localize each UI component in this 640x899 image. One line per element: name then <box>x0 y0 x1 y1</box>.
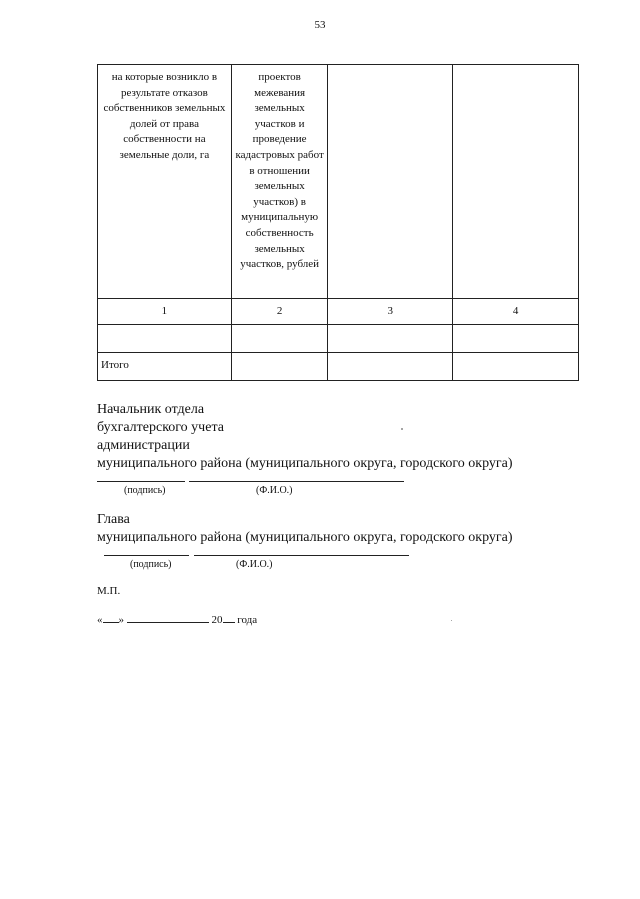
signature-title-line: муниципального района (муниципального округа, городского округа) <box>97 456 513 471</box>
year-prefix: 20 <box>211 614 223 626</box>
total-cell <box>453 353 579 381</box>
table-cell <box>231 325 328 353</box>
table-cell <box>453 325 579 353</box>
year-suffix: года <box>237 614 258 626</box>
table-row <box>98 325 579 353</box>
table-cell <box>98 325 232 353</box>
page-number: 53 <box>314 19 326 31</box>
date-line <box>97 612 257 626</box>
table-header-row <box>98 65 579 299</box>
column-number-4: 4 <box>453 299 579 325</box>
table-cell <box>328 325 453 353</box>
scan-speck <box>401 428 403 430</box>
total-label: Итого <box>98 353 232 381</box>
signature-title-line: администрации <box>97 438 190 453</box>
signature-title-line: муниципального района (муниципального округа, городского округа) <box>97 530 513 545</box>
header-cell-1: на которые возникло в результате отказов собственников земельных долей от права собственности на земельные доли, га <box>98 65 232 299</box>
total-row <box>98 353 579 381</box>
signature-block-accounting <box>97 401 513 473</box>
scan-speck <box>451 620 452 621</box>
open-quote: « <box>97 614 103 626</box>
signature-block-head <box>97 511 513 547</box>
name-line <box>194 555 409 556</box>
header-cell-2: проектов межевания земельных участков и проведение кадастровых работ в отношении земельных участков) в муниципальную собственность земельных участков, рублей <box>231 65 328 299</box>
total-cell <box>231 353 328 381</box>
signature-title-line: Начальник отдела <box>97 402 205 417</box>
day-blank <box>103 612 119 623</box>
name-line <box>189 481 404 482</box>
column-number-2: 2 <box>231 299 328 325</box>
signature-line <box>97 481 185 482</box>
name-caption: (Ф.И.О.) <box>236 559 273 570</box>
signature-line <box>104 555 189 556</box>
signature-title-line: Глава <box>97 512 130 527</box>
column-number-1: 1 <box>98 299 232 325</box>
column-number-3: 3 <box>328 299 453 325</box>
signature-title-line: бухгалтерского учета <box>97 420 224 435</box>
total-cell <box>328 353 453 381</box>
signature-caption: (подпись) <box>124 485 166 496</box>
name-caption: (Ф.И.О.) <box>256 485 293 496</box>
data-table <box>97 64 579 381</box>
year-blank <box>223 612 235 623</box>
column-number-row <box>98 299 579 325</box>
signature-caption: (подпись) <box>130 559 172 570</box>
header-cell-4 <box>453 65 579 299</box>
stamp-label: М.П. <box>97 585 121 597</box>
close-quote: » <box>118 614 124 626</box>
header-cell-3 <box>328 65 453 299</box>
month-blank <box>127 612 209 623</box>
